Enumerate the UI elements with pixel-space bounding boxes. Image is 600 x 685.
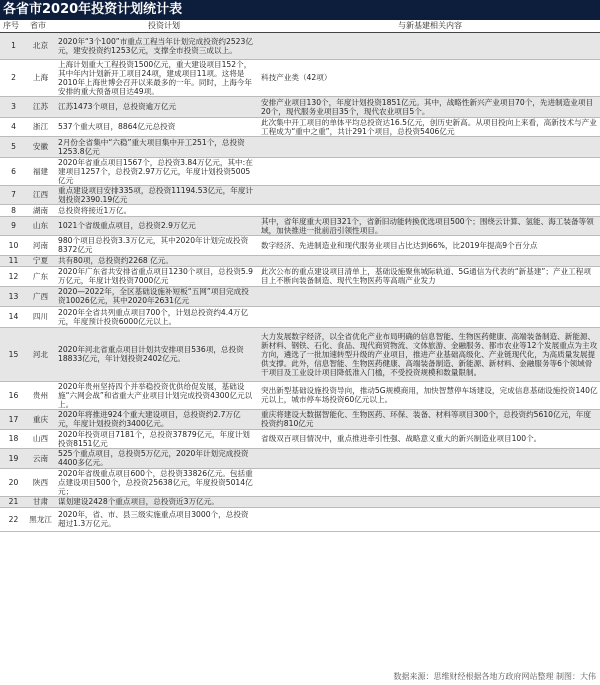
table-row [0, 96, 600, 117]
table-header [0, 20, 600, 33]
row-plan: 2020年省重点项目1567个，总投资3.84万亿元，其中:在建项目1257个，总投资2.97万亿元，年度计划投资5005亿元 [54, 157, 257, 185]
table-row [0, 216, 600, 235]
row-province: 云南 [27, 448, 54, 468]
row-plan: 2020年广东省共安排省重点项目1230个项目，总投资5.9万亿元，年度计划投资7000亿元 [54, 266, 257, 286]
row-plan: 共有80项，总投资约2268 亿元。 [54, 255, 257, 266]
row-province: 湖南 [27, 204, 54, 216]
row-number: 19 [0, 448, 27, 468]
page-title: 各省市2020年投资计划统计表 [0, 0, 600, 20]
row-plan: 2020—2022年，全区基础设施补短板“五网”项目完成投资10026亿元，其中2020年2631亿元 [54, 286, 257, 306]
row-number: 2 [0, 59, 27, 96]
table-row [0, 286, 600, 306]
table-row [0, 381, 600, 409]
row-province: 四川 [27, 306, 54, 327]
row-number: 6 [0, 157, 27, 185]
row-province: 山西 [27, 429, 54, 448]
table-row [0, 327, 600, 381]
row-plan: 2020年全省共列重点项目700个，计划总投资约4.4万亿元，年度预计投资6000亿元以上。 [54, 306, 257, 327]
row-number: 13 [0, 286, 27, 306]
row-infra [257, 286, 600, 306]
row-number: 22 [0, 507, 27, 531]
row-plan: 2020年省级重点项目600个，总投资33826亿元。包括重点建设项目500个，总投资25638亿元，年度投资5014亿元； [54, 468, 257, 496]
row-number: 9 [0, 216, 27, 235]
row-number: 15 [0, 327, 27, 381]
row-plan: 525个重点项目，总投资5万亿元，2020年计划完成投资4400多亿元。 [54, 448, 257, 468]
header-no: 序号 [3, 21, 19, 30]
row-infra [257, 255, 600, 266]
row-plan: 2020年贵州坚持四个并举稳投资优供给促发展，基础设施“六网会战”和省重大产业项目计划完成投资4300亿元以上。 [54, 381, 257, 409]
row-infra [257, 468, 600, 496]
table-row [0, 33, 600, 59]
row-province: 黑龙江 [27, 507, 54, 531]
row-number: 1 [0, 33, 27, 59]
table-row [0, 59, 600, 96]
row-province: 福建 [27, 157, 54, 185]
row-infra [257, 33, 600, 59]
row-infra: 此次公布的重点建设项目清单上，基础设施聚焦城际轨道、5G通信为代表的“新基建”；产业工程项目上不断向装备制造、现代生物医药等高端产业发力 [257, 266, 600, 286]
row-infra: 省级双百项目情况中，重点推进牵引性强、战略意义重大的新兴制造业项目100个。 [257, 429, 600, 448]
row-province: 广东 [27, 266, 54, 286]
row-number: 20 [0, 468, 27, 496]
row-province: 河南 [27, 235, 54, 255]
table-row [0, 468, 600, 496]
table-row [0, 266, 600, 286]
table-row [0, 136, 600, 157]
row-plan: 2020年“3个100”市重点工程当年计划完成投资约2523亿元，建安投资约1253亿元，支撑全市投资三成以上。 [54, 33, 257, 59]
row-number: 5 [0, 136, 27, 157]
table-row [0, 255, 600, 266]
row-province: 宁夏 [27, 255, 54, 266]
row-plan: 上海计划重大工程投资1500亿元，重大建设项目152个，其中年内计划新开工项目24项，建成项目11项。这将是2010年上海世博会召开以来最多的一年。同时，上海今年安排的重大预备项目达49项。 [54, 59, 257, 96]
table-row [0, 204, 600, 216]
table-row [0, 157, 600, 185]
row-number: 16 [0, 381, 27, 409]
row-number: 14 [0, 306, 27, 327]
row-infra [257, 448, 600, 468]
row-plan: 980个项目总投资3.3万亿元，其中2020年计划完成投资8372亿元 [54, 235, 257, 255]
row-province: 广西 [27, 286, 54, 306]
row-plan: 江苏1473个项目，总投资逾万亿元 [54, 96, 257, 117]
row-plan: 2月份全省集中“六稳”重大项目集中开工251个，总投资1253.8亿元 [54, 136, 257, 157]
row-infra: 重庆将建设大数据智能化、生物医药、环保、装备、材料等项目300个，总投资约5610亿元，年度投资约810亿元 [257, 409, 600, 429]
row-plan: 2020年投资项目7181个，总投资37879亿元，年度计划投资8151亿元 [54, 429, 257, 448]
header-infra: 与新基建相关内容 [398, 21, 462, 30]
row-infra [257, 157, 600, 185]
table-row [0, 185, 600, 204]
header-plan: 投资计划 [148, 21, 180, 30]
investment-table [0, 33, 600, 532]
row-province: 北京 [27, 33, 54, 59]
row-number: 3 [0, 96, 27, 117]
row-province: 上海 [27, 59, 54, 96]
row-province: 贵州 [27, 381, 54, 409]
row-plan: 总投资将接近1万亿。 [54, 204, 257, 216]
row-number: 10 [0, 235, 27, 255]
row-infra: 科技产业类（42项） [257, 59, 600, 96]
row-number: 17 [0, 409, 27, 429]
row-infra: 此次集中开工项目的单体平均总投资达16.5亿元，创历史新高。从项目投向上来看，高新技术与产业工程成为“重中之重”，共计291个项目，总投资5406亿元 [257, 117, 600, 136]
row-number: 7 [0, 185, 27, 204]
row-plan: 1021个省级重点项目，总投资2.9万亿元 [54, 216, 257, 235]
row-province: 江西 [27, 185, 54, 204]
row-province: 安徽 [27, 136, 54, 157]
row-number: 18 [0, 429, 27, 448]
row-province: 河北 [27, 327, 54, 381]
row-infra: 大力发展数字经济，以全省优化产业布局明确的信息智能、生物医药健康、高端装备制造、新能源、新材料、钢铁、石化、食品、现代商贸物流、文体旅游、金融服务、都市农业等12个发展重点为主攻方向，遴选了一批加速转型升级的产业项目，推进产业基础高级化、产业链现代化，为高质量发展提供支撑。此外，信息智能、生物医药健康、高端装备制造、新能源、新材料、金融服务等6个领域骨干项目及工业设计项目降低准入门槛，不受投资规模和数量限制。 [257, 327, 600, 381]
row-infra [257, 496, 600, 507]
table-row [0, 235, 600, 255]
table-row [0, 117, 600, 136]
row-infra: 数字经济、先进制造业和现代服务业项目占比达到66%，比2019年提高9个百分点 [257, 235, 600, 255]
row-number: 21 [0, 496, 27, 507]
table-row [0, 429, 600, 448]
row-province: 重庆 [27, 409, 54, 429]
table-row [0, 448, 600, 468]
table-row [0, 306, 600, 327]
source-footer: 数据来源：思维财经根据各地方政府网站整理 制图：大伟 [393, 672, 596, 681]
row-infra: 突出新型基础设施投资导向，推动5G规模商用，加快智慧停车场建设，完成信息基础设施投资140亿元以上，城市停车场投资60亿元以上。 [257, 381, 600, 409]
row-infra [257, 306, 600, 327]
row-infra [257, 136, 600, 157]
table-body [0, 33, 600, 531]
row-plan: 537个重大项目，8864亿元总投资 [54, 117, 257, 136]
row-province: 陕西 [27, 468, 54, 496]
table-row [0, 409, 600, 429]
row-number: 8 [0, 204, 27, 216]
header-province: 省市 [30, 21, 46, 30]
row-infra: 安排产业项目130个，年度计划投资1851亿元。其中，战略性新兴产业项目70个，先进制造业项目20个，现代服务业项目35个，现代农业项目5个。 [257, 96, 600, 117]
table-row [0, 496, 600, 507]
row-plan: 2020年，省、市、县三级实施重点项目3000个，总投资超过1.3万亿元。 [54, 507, 257, 531]
row-plan: 2020年河北省重点项目计划共安排项目536项，总投资18833亿元，年计划投资2402亿元。 [54, 327, 257, 381]
row-number: 4 [0, 117, 27, 136]
row-plan: 2020年将推进924个重大建设项目，总投资约2.7万亿元，年度计划投资约3400亿元。 [54, 409, 257, 429]
row-infra [257, 185, 600, 204]
row-number: 12 [0, 266, 27, 286]
row-plan: 谋划建设2428个重点项目，总投资近3万亿元。 [54, 496, 257, 507]
row-province: 甘肃 [27, 496, 54, 507]
row-infra [257, 204, 600, 216]
row-province: 江苏 [27, 96, 54, 117]
row-infra [257, 507, 600, 531]
row-infra: 其中，省年度重大项目321个，省新旧动能转换优选项目500个；围绕云计算、氢能、海工装备等领域，加快推进一批前沿引领性项目。 [257, 216, 600, 235]
row-province: 山东 [27, 216, 54, 235]
table-row [0, 507, 600, 531]
row-plan: 重点建设项目安排335项，总投资11194.53亿元，年度计划投资2390.19亿元 [54, 185, 257, 204]
row-province: 浙江 [27, 117, 54, 136]
row-number: 11 [0, 255, 27, 266]
